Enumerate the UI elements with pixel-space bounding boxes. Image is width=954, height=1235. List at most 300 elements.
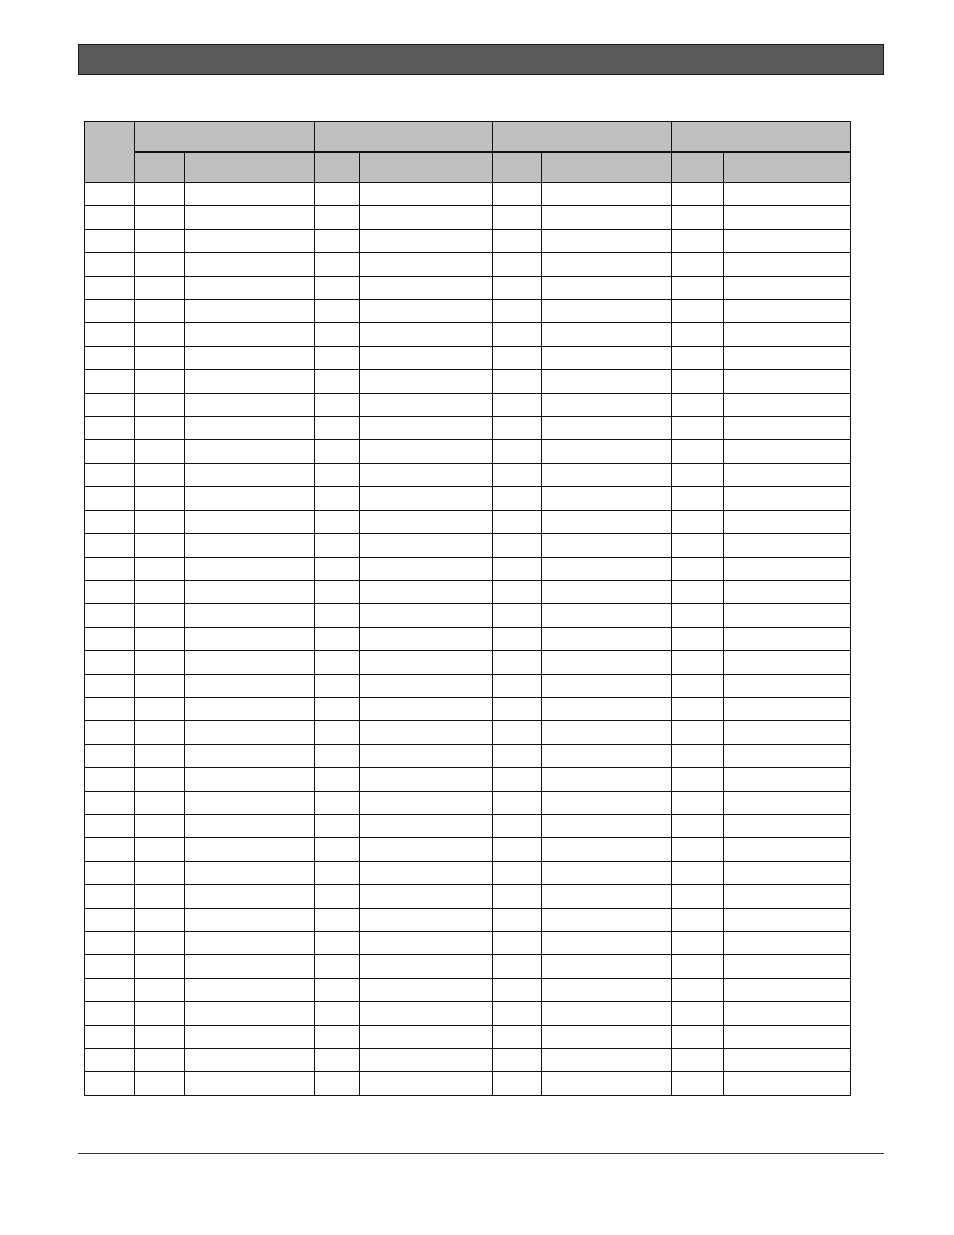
table-cell: [315, 510, 360, 533]
table-cell: [185, 721, 315, 744]
table-cell: [724, 440, 851, 463]
table-cell: [315, 838, 360, 861]
table-cell: [542, 768, 672, 791]
row-index-cell: [85, 323, 135, 346]
table-row: [85, 627, 851, 650]
table-cell: [493, 627, 542, 650]
subheader-right-4: [724, 152, 851, 183]
row-index-cell: [85, 1049, 135, 1072]
table-cell: [135, 463, 185, 486]
row-index-cell: [85, 627, 135, 650]
table-cell: [724, 206, 851, 229]
row-index-cell: [85, 229, 135, 252]
table-subheader-row: [85, 152, 851, 183]
table-row: [85, 697, 851, 720]
table-cell: [672, 1049, 724, 1072]
table-cell: [185, 768, 315, 791]
table-cell: [315, 323, 360, 346]
table-cell: [315, 1072, 360, 1096]
table-cell: [724, 814, 851, 837]
table-cell: [135, 697, 185, 720]
table-cell: [360, 300, 493, 323]
table-cell: [315, 346, 360, 369]
table-cell: [315, 604, 360, 627]
table-cell: [724, 955, 851, 978]
table-cell: [135, 229, 185, 252]
table-cell: [185, 463, 315, 486]
table-cell: [185, 861, 315, 884]
table-cell: [360, 1049, 493, 1072]
table-cell: [493, 768, 542, 791]
table-cell: [315, 463, 360, 486]
subheader-right-2: [360, 152, 493, 183]
table-row: [85, 791, 851, 814]
row-index-cell: [85, 1072, 135, 1096]
table-cell: [360, 908, 493, 931]
table-cell: [493, 487, 542, 510]
table-cell: [185, 183, 315, 206]
table-cell: [542, 908, 672, 931]
table-body: [85, 183, 851, 1096]
table-cell: [672, 229, 724, 252]
table-cell: [493, 1049, 542, 1072]
table-cell: [315, 768, 360, 791]
table-cell: [135, 487, 185, 510]
table-cell: [542, 300, 672, 323]
table-cell: [185, 932, 315, 955]
table-cell: [185, 674, 315, 697]
table-row: [85, 838, 851, 861]
table-cell: [360, 768, 493, 791]
table-cell: [542, 440, 672, 463]
table-cell: [724, 510, 851, 533]
table-cell: [724, 885, 851, 908]
table-cell: [672, 370, 724, 393]
table-cell: [493, 440, 542, 463]
table-cell: [542, 932, 672, 955]
table-cell: [185, 744, 315, 767]
table-cell: [493, 674, 542, 697]
table-cell: [724, 791, 851, 814]
table-cell: [724, 744, 851, 767]
row-index-cell: [85, 183, 135, 206]
table-cell: [360, 978, 493, 1001]
table-cell: [672, 393, 724, 416]
table-row: [85, 393, 851, 416]
table-cell: [315, 627, 360, 650]
table-cell: [185, 1049, 315, 1072]
table-cell: [493, 1025, 542, 1048]
table-cell: [135, 627, 185, 650]
table-cell: [360, 721, 493, 744]
table-cell: [185, 487, 315, 510]
row-index-cell: [85, 814, 135, 837]
table-cell: [185, 814, 315, 837]
table-cell: [315, 861, 360, 884]
table-cell: [360, 510, 493, 533]
table-cell: [542, 346, 672, 369]
table-cell: [542, 229, 672, 252]
row-index-cell: [85, 557, 135, 580]
table-cell: [360, 183, 493, 206]
table-cell: [724, 627, 851, 650]
table-cell: [542, 1002, 672, 1025]
table-cell: [542, 463, 672, 486]
table-cell: [672, 768, 724, 791]
table-row: [85, 183, 851, 206]
table-cell: [542, 885, 672, 908]
table-cell: [360, 487, 493, 510]
table-cell: [360, 1002, 493, 1025]
table-row: [85, 674, 851, 697]
table-cell: [724, 674, 851, 697]
table-cell: [542, 651, 672, 674]
table-row: [85, 885, 851, 908]
table-cell: [542, 674, 672, 697]
table-cell: [542, 487, 672, 510]
table-cell: [672, 651, 724, 674]
table-cell: [672, 978, 724, 1001]
table-cell: [185, 580, 315, 603]
table-cell: [315, 651, 360, 674]
table-cell: [672, 346, 724, 369]
table-cell: [493, 1072, 542, 1096]
table-cell: [135, 651, 185, 674]
table-cell: [135, 885, 185, 908]
table-cell: [360, 932, 493, 955]
table-cell: [724, 1002, 851, 1025]
table-cell: [493, 557, 542, 580]
table-cell: [315, 534, 360, 557]
row-index-cell: [85, 721, 135, 744]
table-cell: [672, 744, 724, 767]
table-cell: [135, 323, 185, 346]
table-cell: [724, 721, 851, 744]
table-cell: [360, 697, 493, 720]
row-index-cell: [85, 463, 135, 486]
table-cell: [360, 323, 493, 346]
table-cell: [724, 393, 851, 416]
table-cell: [315, 580, 360, 603]
table-cell: [185, 510, 315, 533]
table-cell: [185, 323, 315, 346]
table-cell: [315, 487, 360, 510]
table-row: [85, 417, 851, 440]
table-cell: [724, 1072, 851, 1096]
table-cell: [542, 1072, 672, 1096]
table-cell: [315, 276, 360, 299]
table-row: [85, 604, 851, 627]
table-cell: [493, 370, 542, 393]
table-cell: [493, 253, 542, 276]
table-cell: [135, 393, 185, 416]
table-cell: [493, 838, 542, 861]
table-cell: [724, 838, 851, 861]
table-cell: [135, 253, 185, 276]
table-cell: [185, 534, 315, 557]
corner-header-cell: [85, 122, 135, 183]
table-cell: [542, 1049, 672, 1072]
table-cell: [493, 604, 542, 627]
table-row: [85, 253, 851, 276]
table-cell: [724, 861, 851, 884]
table-cell: [360, 861, 493, 884]
table-cell: [360, 346, 493, 369]
table-cell: [724, 534, 851, 557]
table-cell: [542, 627, 672, 650]
table-cell: [360, 393, 493, 416]
table-cell: [135, 721, 185, 744]
table-cell: [724, 229, 851, 252]
table-cell: [135, 838, 185, 861]
table-cell: [542, 604, 672, 627]
table-cell: [542, 791, 672, 814]
row-index-cell: [85, 768, 135, 791]
table-row: [85, 206, 851, 229]
table-row: [85, 557, 851, 580]
table-cell: [315, 978, 360, 1001]
table-cell: [315, 1049, 360, 1072]
table-cell: [493, 791, 542, 814]
table-cell: [185, 229, 315, 252]
table-cell: [542, 814, 672, 837]
data-table: [84, 121, 851, 1096]
table-cell: [493, 861, 542, 884]
table-cell: [315, 697, 360, 720]
table-cell: [724, 183, 851, 206]
table-cell: [542, 861, 672, 884]
table-cell: [724, 1025, 851, 1048]
table-cell: [542, 1025, 672, 1048]
table-cell: [135, 300, 185, 323]
table-cell: [360, 674, 493, 697]
table-cell: [135, 744, 185, 767]
row-index-cell: [85, 604, 135, 627]
table-cell: [185, 300, 315, 323]
table-cell: [185, 627, 315, 650]
table-row: [85, 814, 851, 837]
table-cell: [360, 580, 493, 603]
table-cell: [493, 744, 542, 767]
row-index-cell: [85, 885, 135, 908]
table-cell: [360, 604, 493, 627]
table-cell: [185, 393, 315, 416]
table-cell: [135, 346, 185, 369]
table-row: [85, 276, 851, 299]
table-cell: [493, 229, 542, 252]
table-cell: [493, 1002, 542, 1025]
table-cell: [493, 932, 542, 955]
table-cell: [315, 440, 360, 463]
table-cell: [724, 978, 851, 1001]
table-cell: [672, 885, 724, 908]
table-cell: [360, 814, 493, 837]
table-cell: [185, 370, 315, 393]
table-cell: [672, 300, 724, 323]
table-cell: [493, 417, 542, 440]
table-cell: [493, 323, 542, 346]
table-row: [85, 744, 851, 767]
table-cell: [135, 1072, 185, 1096]
table-cell: [360, 534, 493, 557]
table-cell: [493, 510, 542, 533]
table-cell: [360, 417, 493, 440]
table-cell: [185, 253, 315, 276]
table-cell: [672, 487, 724, 510]
table-cell: [315, 885, 360, 908]
table-cell: [360, 557, 493, 580]
row-index-cell: [85, 487, 135, 510]
table-cell: [315, 300, 360, 323]
table-cell: [724, 370, 851, 393]
table-row: [85, 651, 851, 674]
table-cell: [542, 276, 672, 299]
row-index-cell: [85, 510, 135, 533]
table-cell: [672, 955, 724, 978]
table-cell: [360, 885, 493, 908]
table-cell: [185, 838, 315, 861]
table-cell: [542, 393, 672, 416]
table-header-row: [85, 122, 851, 153]
subheader-right-3: [542, 152, 672, 183]
table-cell: [724, 932, 851, 955]
table-row: [85, 510, 851, 533]
table-cell: [724, 276, 851, 299]
table-cell: [315, 1025, 360, 1048]
table-cell: [672, 697, 724, 720]
table-row: [85, 370, 851, 393]
table-cell: [724, 253, 851, 276]
table-cell: [542, 417, 672, 440]
group-header-3: [493, 122, 672, 153]
table-cell: [185, 557, 315, 580]
table-cell: [542, 557, 672, 580]
table-cell: [724, 604, 851, 627]
table-cell: [724, 697, 851, 720]
table-cell: [672, 580, 724, 603]
table-row: [85, 1049, 851, 1072]
table-cell: [493, 955, 542, 978]
row-index-cell: [85, 1025, 135, 1048]
table-cell: [493, 885, 542, 908]
table-cell: [672, 440, 724, 463]
table-cell: [542, 838, 672, 861]
table-cell: [360, 253, 493, 276]
table-cell: [724, 651, 851, 674]
table-cell: [315, 206, 360, 229]
table-cell: [672, 627, 724, 650]
table-cell: [493, 814, 542, 837]
table-cell: [493, 978, 542, 1001]
table-cell: [360, 838, 493, 861]
table-cell: [185, 1072, 315, 1096]
table-row: [85, 580, 851, 603]
row-index-cell: [85, 253, 135, 276]
table-cell: [542, 183, 672, 206]
table-cell: [185, 1025, 315, 1048]
table-cell: [493, 393, 542, 416]
table-cell: [542, 370, 672, 393]
table-cell: [360, 440, 493, 463]
table-cell: [542, 253, 672, 276]
table-cell: [135, 510, 185, 533]
table-cell: [672, 206, 724, 229]
table-row: [85, 955, 851, 978]
row-index-cell: [85, 791, 135, 814]
table-cell: [315, 370, 360, 393]
row-index-cell: [85, 697, 135, 720]
table-cell: [724, 300, 851, 323]
table-cell: [724, 1049, 851, 1072]
table-cell: [315, 417, 360, 440]
row-index-cell: [85, 744, 135, 767]
table-cell: [493, 721, 542, 744]
table-cell: [135, 206, 185, 229]
table-cell: [672, 838, 724, 861]
row-index-cell: [85, 534, 135, 557]
table-cell: [542, 978, 672, 1001]
table-cell: [493, 580, 542, 603]
table-row: [85, 908, 851, 931]
table-cell: [315, 1002, 360, 1025]
table-cell: [360, 206, 493, 229]
table-cell: [185, 604, 315, 627]
row-index-cell: [85, 651, 135, 674]
table-cell: [185, 955, 315, 978]
group-header-2: [315, 122, 493, 153]
row-index-cell: [85, 861, 135, 884]
table-cell: [315, 932, 360, 955]
table-cell: [724, 323, 851, 346]
table-cell: [672, 463, 724, 486]
table-cell: [315, 955, 360, 978]
table-row: [85, 346, 851, 369]
table-cell: [315, 393, 360, 416]
table-cell: [542, 744, 672, 767]
table-row: [85, 440, 851, 463]
table-cell: [542, 510, 672, 533]
row-index-cell: [85, 393, 135, 416]
table-cell: [185, 276, 315, 299]
table-cell: [542, 206, 672, 229]
table-row: [85, 1025, 851, 1048]
table-cell: [315, 557, 360, 580]
table-cell: [493, 697, 542, 720]
table-cell: [672, 791, 724, 814]
row-index-cell: [85, 908, 135, 931]
table-cell: [493, 276, 542, 299]
table-cell: [360, 463, 493, 486]
table-cell: [672, 534, 724, 557]
table-cell: [493, 346, 542, 369]
table-cell: [672, 908, 724, 931]
table-cell: [672, 1002, 724, 1025]
table-cell: [672, 1025, 724, 1048]
table-cell: [135, 417, 185, 440]
table-cell: [135, 440, 185, 463]
table-row: [85, 534, 851, 557]
table-cell: [493, 651, 542, 674]
table-cell: [360, 229, 493, 252]
table-cell: [724, 463, 851, 486]
table-row: [85, 323, 851, 346]
table-cell: [724, 487, 851, 510]
table-cell: [135, 955, 185, 978]
table-cell: [185, 417, 315, 440]
table-row: [85, 978, 851, 1001]
table-cell: [315, 183, 360, 206]
table-cell: [542, 721, 672, 744]
